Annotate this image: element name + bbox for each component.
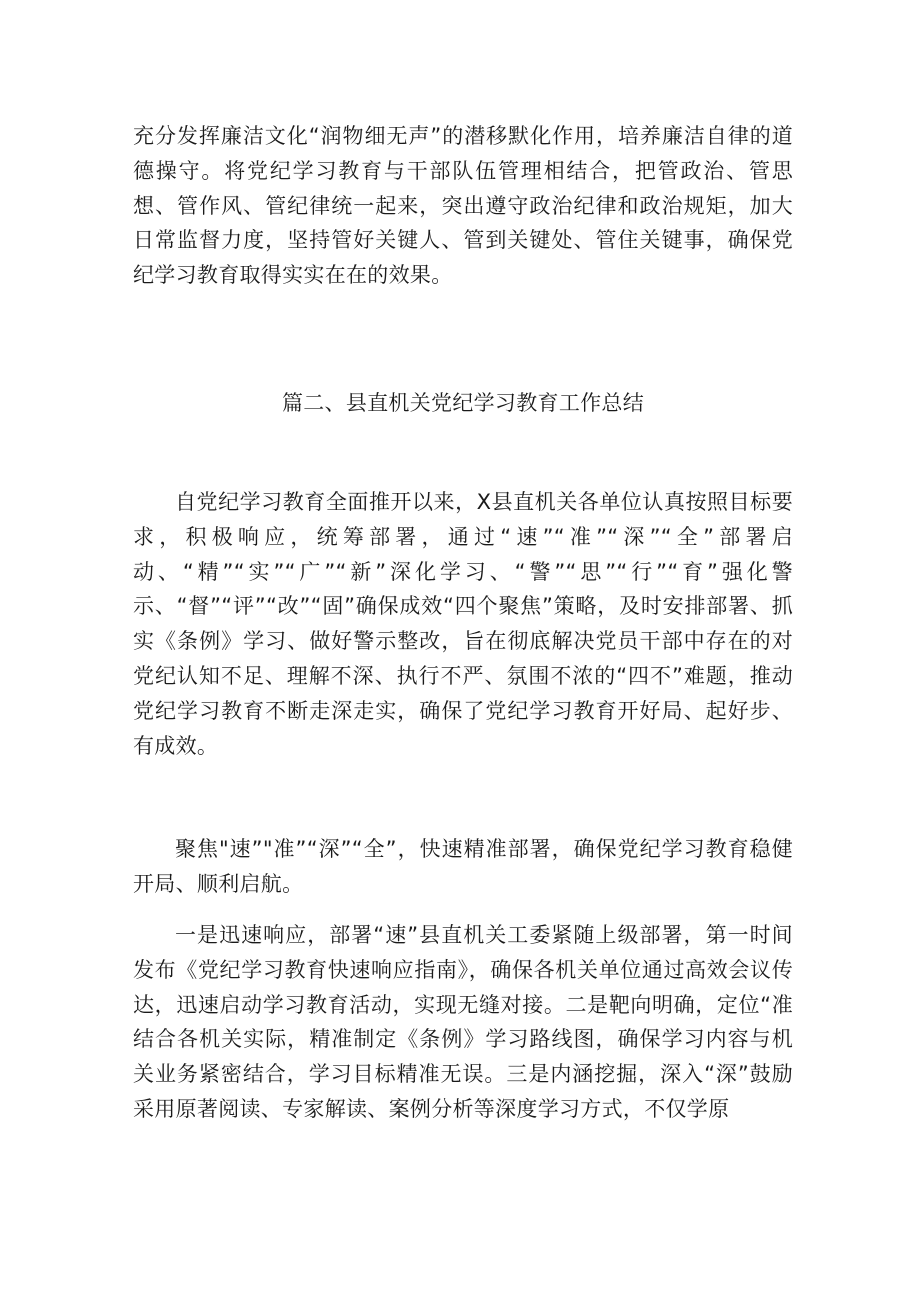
paragraph-intro-continuation: 充分发挥廉洁文化“润物细无声”的潜移默化作用，培养廉洁自律的道德操守。将党纪学习教育与干部队伍管理相结合，把管政治、管思想、管作风、管纪律统一起来，突出遵守政治纪律和政治规矩，加大日常监督力度，坚持管好关键人、管到关键处、管住关键事，确保党纪学习教育取得实实在在的效果。 [133,124,793,288]
section-heading: 篇二、县直机关党纪学习教育工作总结 [281,391,645,415]
paragraph-focus: 聚焦"速”"准”“深”“全”，快速精准部署，确保党纪学习教育稳健开局、顺利启航。 [133,837,793,896]
paragraph-summary: 自党纪学习教育全面推开以来，X县直机关各单位认真按照目标要求，积极响应，统筹部署，通过“速”“准”“深”“全”部署启动、“精”“实”“广”“新”深化学习、“警”“思”“行”“育”强化警示、“督”“评”“改”“固”确保成效“四个聚焦”策略，及时安排部署、抓实《条例》学习、做好警示整改，旨在彻底解决党员干部中存在的对党纪认知不足、理解不深、执行不严、氛围不浓的“四不”难题，推动党纪学习教育不断走深走实，确保了党纪学习教育开好局、起好步、有成效。 [133,490,793,758]
paragraph-measures: 一是迅速响应，部署“速”县直机关工委紧随上级部署，第一时间发布《党纪学习教育快速响应指南》，确保各机关单位通过高效会议传达，迅速启动学习教育活动，实现无缝对接。二是靶向明确，定位“准结合各机关实际，精准制定《条例》学习路线图，确保学习内容与机关业务紧密结合，学习目标精准无误。三是内涵挖掘，深入“深”鼓励采用原著阅读、专家解读、案例分析等深度学习方式，不仅学原 [133,923,793,1121]
